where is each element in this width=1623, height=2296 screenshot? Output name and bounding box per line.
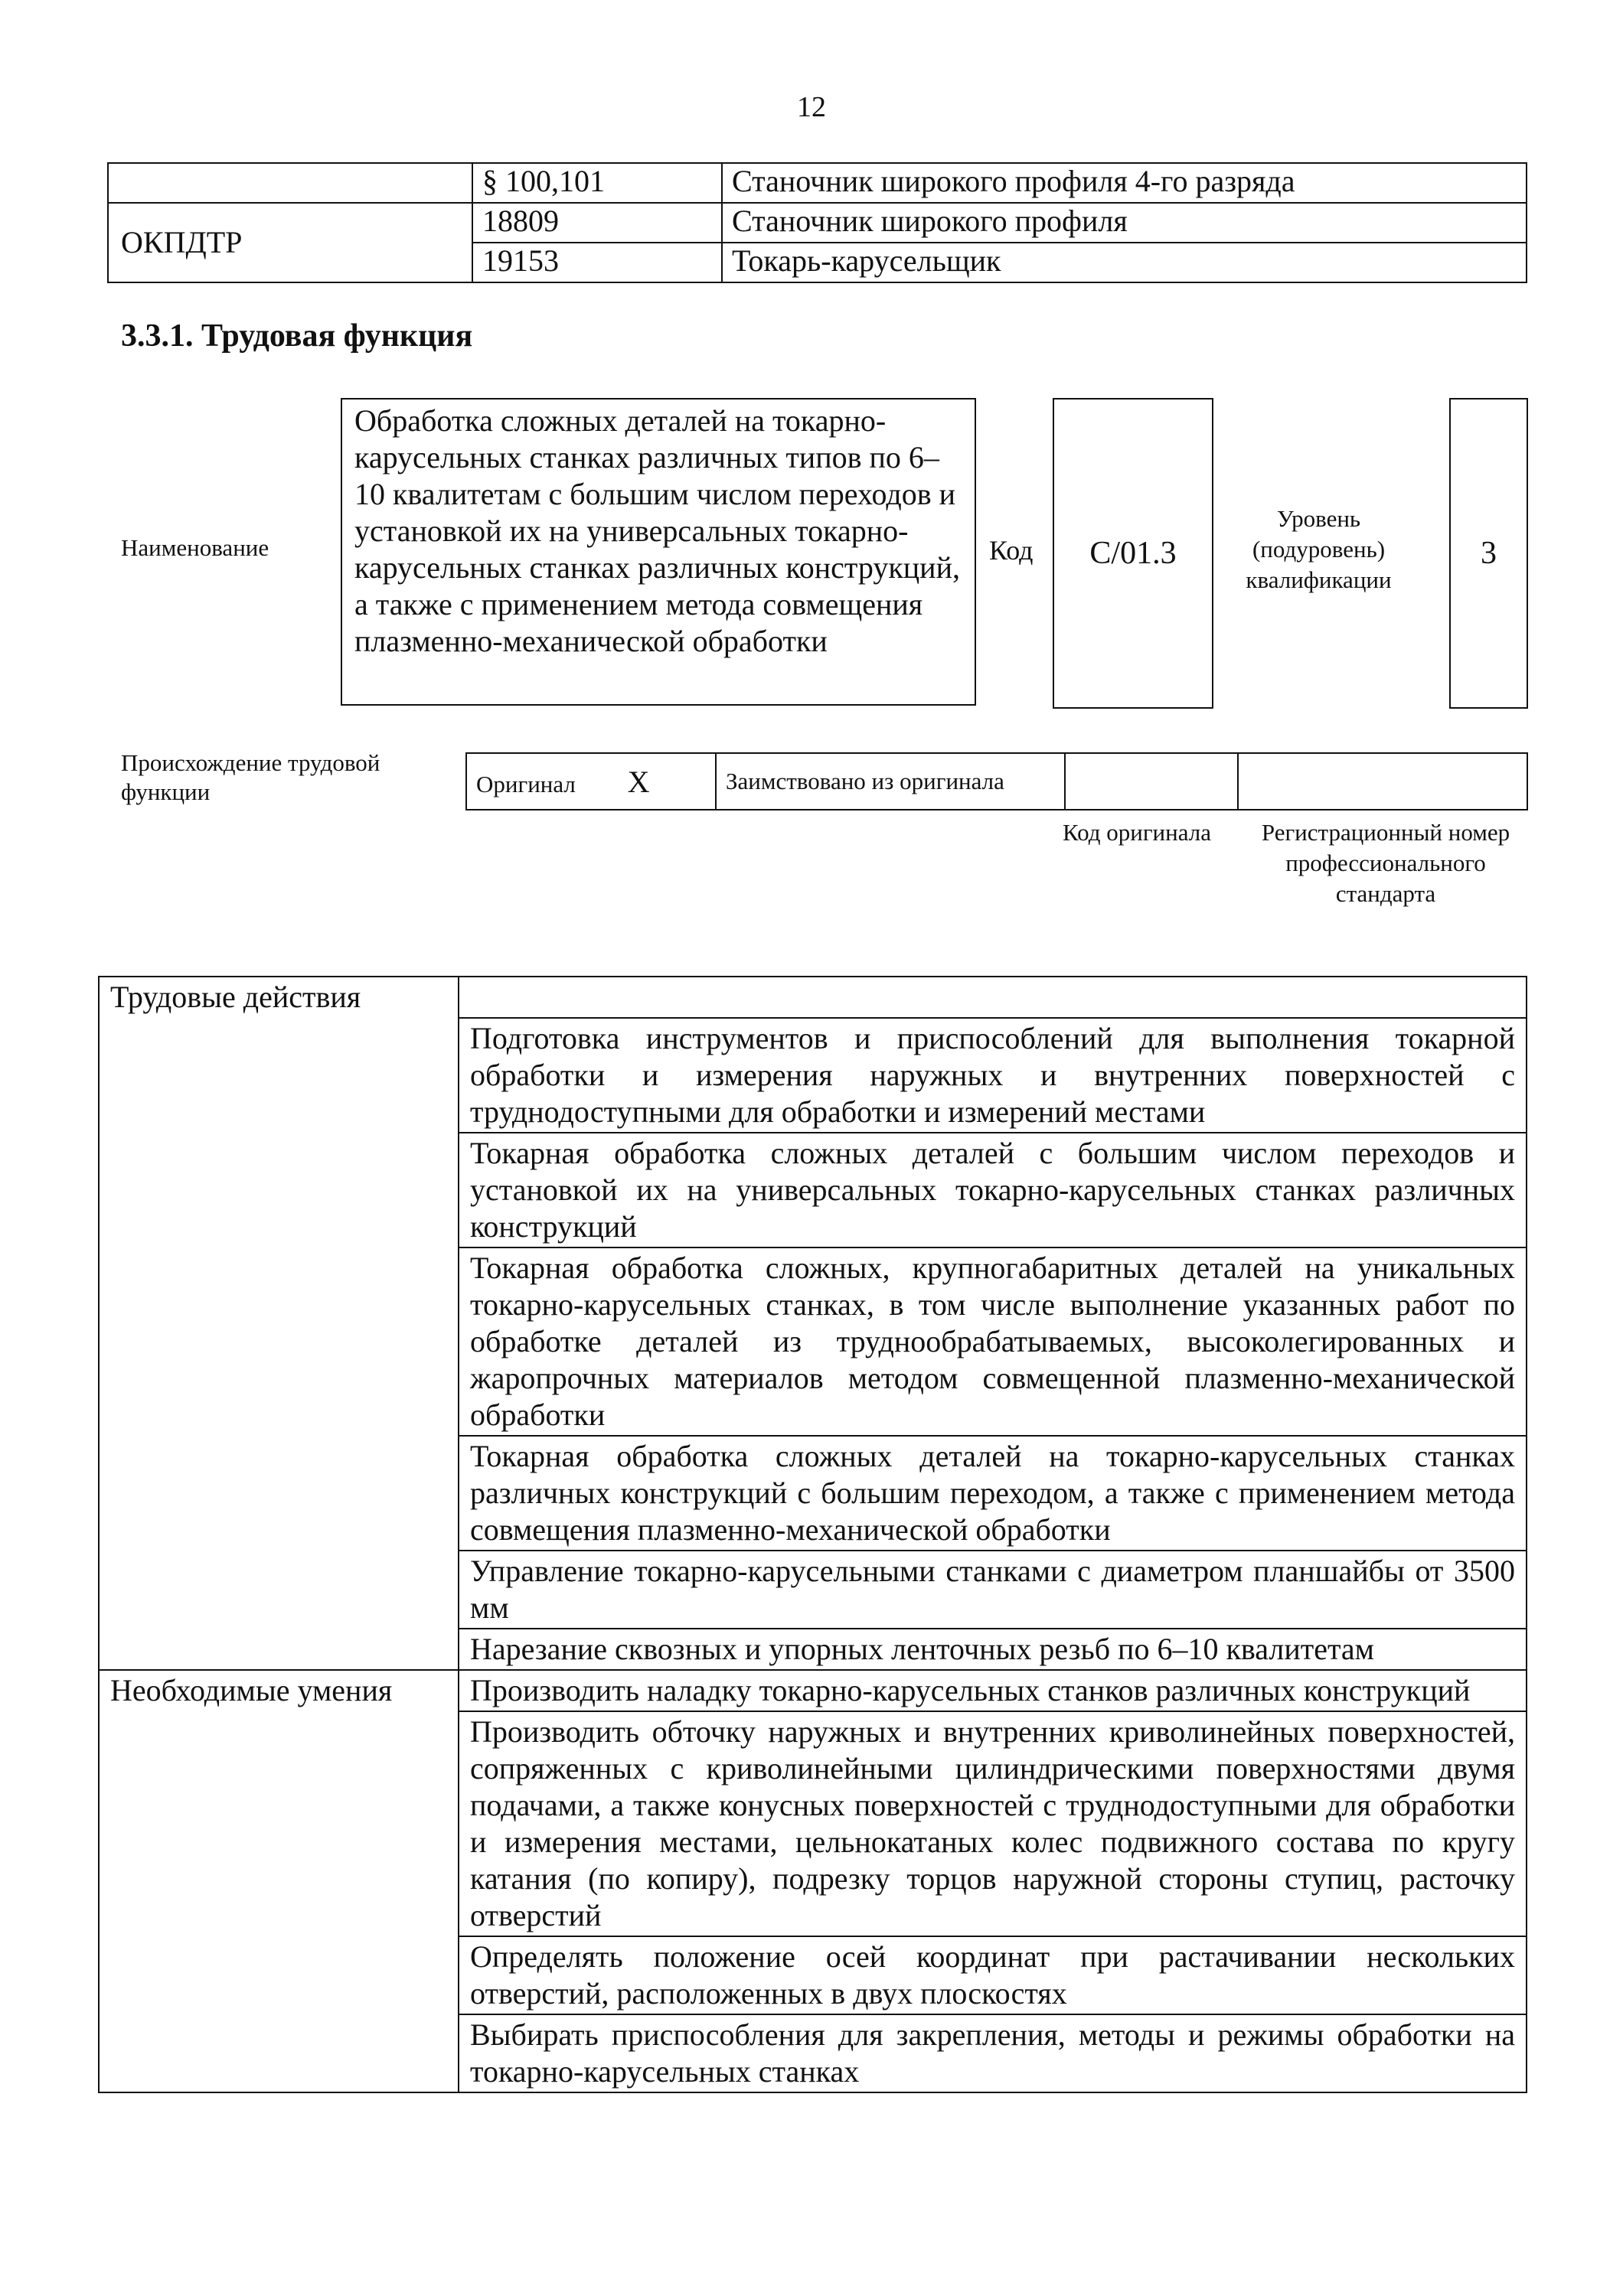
action-item: Управление токарно-карусельными станками с диаметром планшайбы от 3500 мм bbox=[459, 1551, 1527, 1629]
action-item: Токарная обработка сложных деталей на токарно-карусельных станках различных конструкций с большим переходом, а также с применением метода совмещения плазменно-механической обработки bbox=[459, 1436, 1527, 1551]
function-name: Обработка сложных деталей на токарно-карусельных станках различных типов по 6–10 квалитетам с большим числом переходов и установкой их на универсальных токарно-карусельных станках различных конструкций, а также с применением метода совмещения плазменно-механической обработки bbox=[341, 398, 976, 706]
table-cell bbox=[108, 163, 472, 203]
original-mark: X bbox=[627, 764, 650, 799]
table-cell bbox=[459, 977, 1527, 1018]
origin-table bbox=[465, 752, 1528, 810]
actions-label: Трудовые действия bbox=[99, 977, 459, 1670]
original-code-label: Код оригинала bbox=[1062, 819, 1211, 846]
skill-item: Определять положение осей координат при растачивании нескольких отверстий, расположенных в двух плоскостях bbox=[459, 1936, 1527, 2014]
okpdtr-label: ОКПДТР bbox=[108, 203, 472, 282]
table-cell: Станочник широкого профиля 4-го разряда bbox=[722, 163, 1527, 203]
table-row bbox=[99, 1670, 1527, 1711]
registration-number-label: Регистрационный номер профессионального стандарта bbox=[1261, 819, 1510, 907]
skill-item: Производить обточку наружных и внутренних криволинейных поверхностей, сопряженных с криволинейными цилиндрическими поверхностями двумя подачами, а также конусных поверхностей с труднодоступными для обработки и измерения местами, цельнокатаных колес подвижного состава по кругу катания (по копиру), подрезку торцов наружной стороны ступиц, расточку отверстий bbox=[459, 1711, 1527, 1936]
name-label: Наименование bbox=[121, 534, 269, 561]
borrowed-label: Заимствовано из оригинала bbox=[716, 753, 1065, 810]
code-value: C/01.3 bbox=[1053, 398, 1213, 709]
skill-item: Производить наладку токарно-карусельных станков различных конструкций bbox=[459, 1670, 1527, 1711]
action-item: Токарная обработка сложных деталей с большим числом переходов и установкой их на универсальных токарно-карусельных станках различных конструкций bbox=[459, 1133, 1527, 1247]
skill-item: Выбирать приспособления для закрепления, методы и режимы обработки на токарно-карусельных станках bbox=[459, 2014, 1527, 2092]
table-row bbox=[108, 163, 1527, 203]
table-cell bbox=[466, 753, 716, 810]
table-row bbox=[108, 203, 1527, 243]
table-row bbox=[466, 753, 1527, 810]
action-item: Токарная обработка сложных, крупногабаритных деталей на уникальных токарно-карусельных станках, в том числе выполнение указанных работ по обработке деталей из труднообрабатываемых, высоколегированных и жаропрочных материалов методом совмещенной плазменно-механической обработки bbox=[459, 1247, 1527, 1436]
function-details-table bbox=[98, 976, 1527, 2093]
origin-label: Происхождение трудовой функции bbox=[121, 749, 380, 805]
table-cell: 19153 bbox=[472, 243, 722, 282]
action-item: Нарезание сквозных и упорных ленточных резьб по 6–10 квалитетам bbox=[459, 1629, 1527, 1670]
okpdtr-table bbox=[107, 162, 1527, 283]
original-code-cell bbox=[1065, 753, 1238, 810]
table-cell: Токарь-карусельщик bbox=[722, 243, 1527, 282]
level-value: 3 bbox=[1449, 398, 1528, 709]
section-title: 3.3.1. Трудовая функция bbox=[121, 318, 473, 354]
table-cell: 18809 bbox=[472, 203, 722, 243]
action-item: Подготовка инструментов и приспособлений для выполнения токарной обработки и измерения наружных и внутренних поверхностей с труднодоступными для обработки и измерений местами bbox=[459, 1018, 1527, 1133]
table-cell: § 100,101 bbox=[472, 163, 722, 203]
level-label: Уровень (подуровень) квалификации bbox=[1246, 505, 1392, 593]
page-number: 12 bbox=[797, 91, 826, 123]
original-label: Оригинал bbox=[476, 770, 576, 797]
skills-label: Необходимые умения bbox=[99, 1670, 459, 2092]
code-label: Код bbox=[989, 535, 1034, 566]
table-cell: Станочник широкого профиля bbox=[722, 203, 1527, 243]
table-row bbox=[99, 977, 1527, 1018]
registration-number-cell bbox=[1238, 753, 1527, 810]
